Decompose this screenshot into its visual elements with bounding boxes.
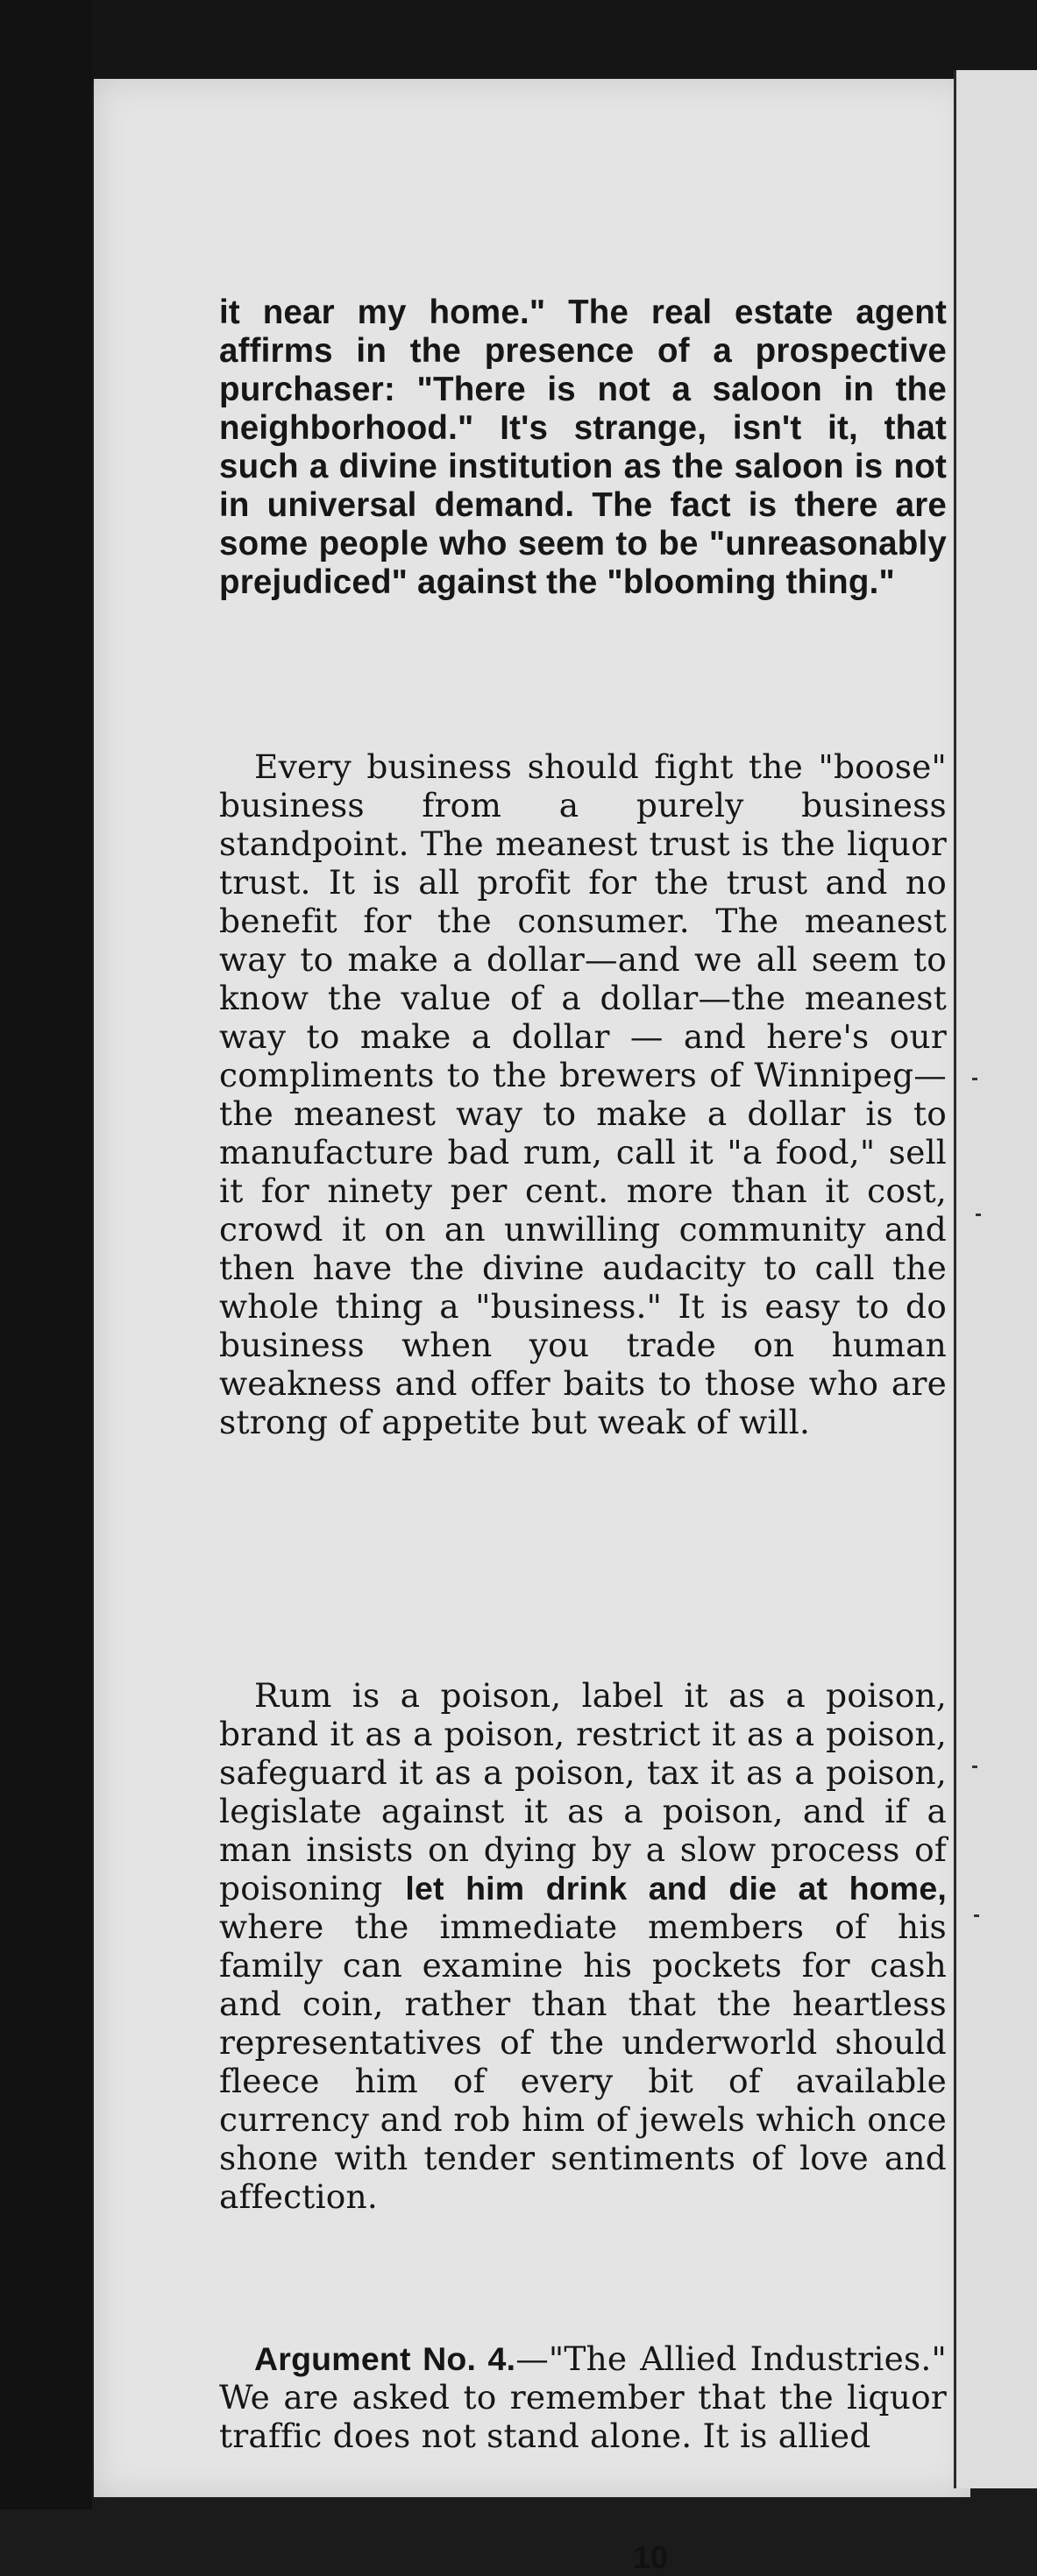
page-number: 10 [633,2539,669,2575]
paragraph-3-bold-phrase: let him drink and die at home, [405,1870,948,1907]
paragraph-3-text-end: where the immediate members of his family can examine his pockets for cash and coin, rather than that the heartless representatives of the underworld should fleece him of every bit of available currency and rob him of jewels which once shone with tender sentiments of love and affection. [219,1907,947,2216]
adjacent-page-mark [972,1078,977,1080]
paragraph-1: it near my home." The real estate agent affirms in the presence of a prospective purchaser: "There is not a saloon in the neighborhood." It's strange, isn't it, that such a divine institution as the saloon is not in universal demand. The fact is there are some people who seem to be "unreasonably prejudiced" against the "blooming thing." [219,294,947,601]
book-page [94,79,970,2575]
adjacent-page-mark [976,1214,981,1216]
adjacent-page-mark [974,1914,979,1917]
paragraph-3-text-start: Rum is a poison, label it as a poison, brand it as a poison, restrict it as a poison, safeguard it as a poison, tax it as a poison, legislate against it as a poison, and if a man insists on dying by a slow process of poisoning [219,1676,947,1907]
adjacent-page-edge [954,70,1037,2488]
scan-background-top [0,0,1037,83]
argument-heading: Argument No. 4. [254,2340,516,2377]
paragraph-4 [219,2339,947,2455]
scan-background-left [0,0,92,2509]
adjacent-page-mark [972,1766,977,1768]
paragraph-4-text: —"The Allied Industries." We are asked to remember that the liquor traffic does not stand alone. It is allied [219,2339,947,2455]
paragraph-3 [219,1676,947,2216]
paragraph-2: Every business should fight the "boose" business from a purely business standpoint. The meanest trust is the liquor trust. It is all profit for the trust and no benefit for the consumer. The meanest way to make a dollar—and we all seem to know the value of a dollar—the meanest way to make a dollar — and here's our compliments to the brewers of Winnipeg—the meanest way to make a dollar is to manufacture bad rum, call it "a food," sell it for ninety per cent. more than it cost, crowd it on an unwilling community and then have the divine audacity to call the whole thing a "business." It is easy to do business when you trade on human weakness and offer baits to those who are strong of appetite but weak of will. [219,747,947,1441]
